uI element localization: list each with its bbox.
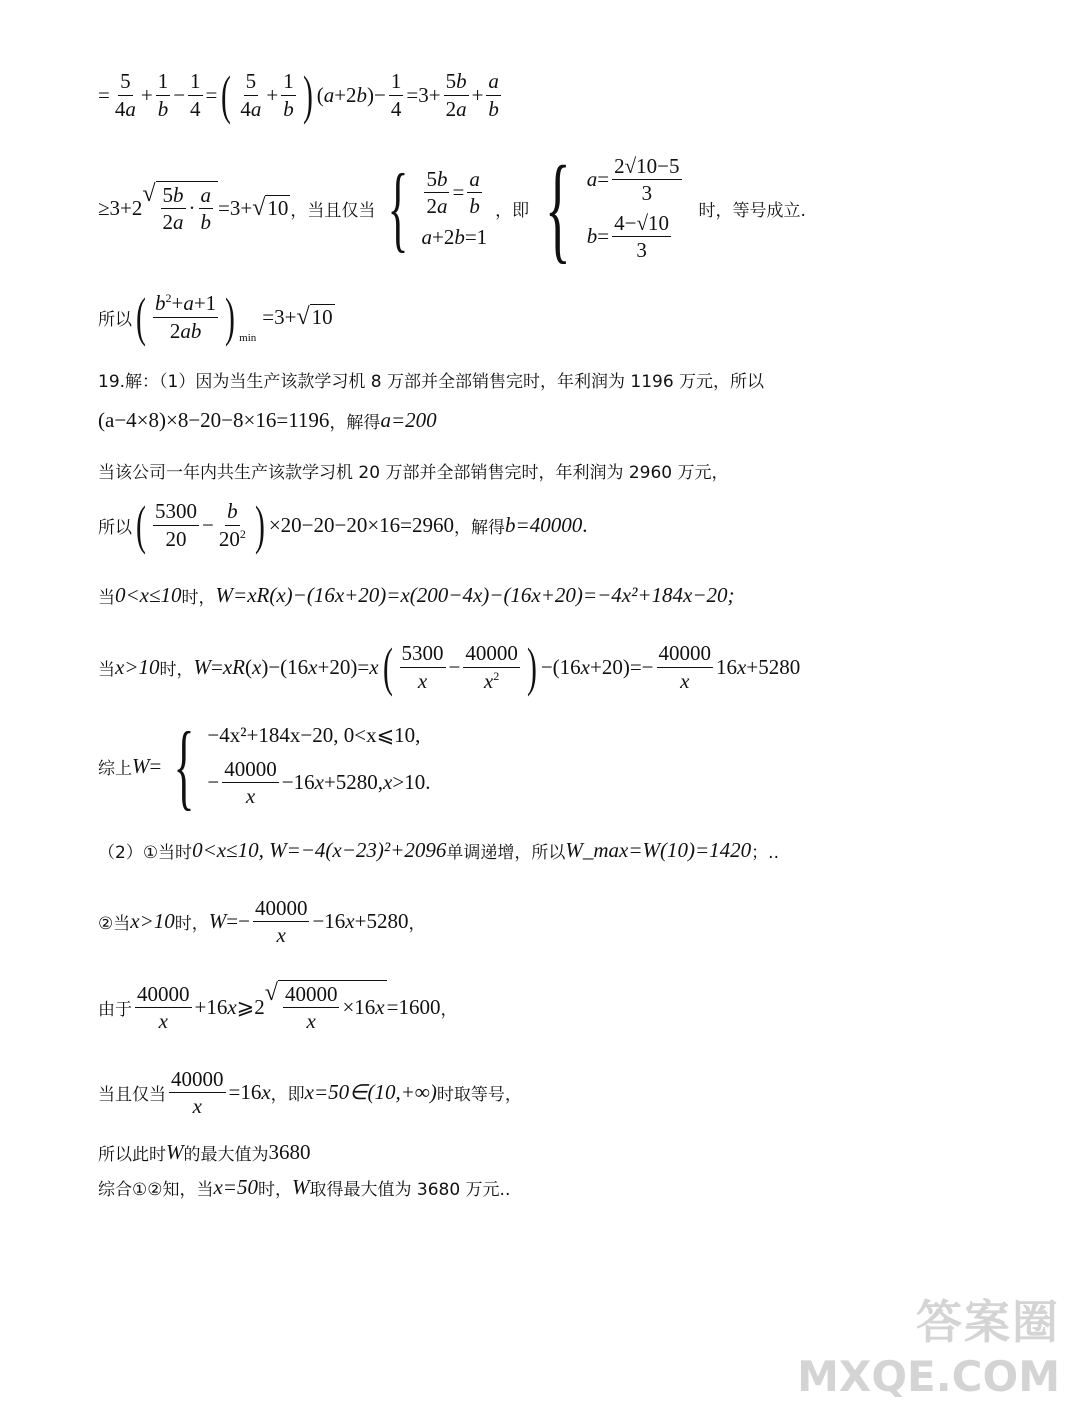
q19-eq2-text2: ，解得 [454,517,506,538]
q19-eq2-result: b=40000 [505,512,583,537]
q19-eq4-text: 当 [98,659,115,680]
q19-p2b-cond: x>10 [130,909,175,934]
q19-eq3-math: W=xR(x)−(16x+20)=x(200−4x)−(16x+20)=−4x²+184x−20; [215,583,735,607]
q19-p2b-text: ②当 [98,914,131,935]
q19-eq5-case1: −4x²+184x−20, 0<x⩽10, [207,722,421,747]
q19-p2f-math2: W [291,1175,310,1199]
q19-eq3-line [98,583,735,608]
q19-p2d-text2: ，即 [270,1085,305,1106]
q19-p2e-math: W [166,1140,184,1164]
eq2-end: 时，等号成立. [698,200,806,221]
q19-eq3-cond: 0<x≤10 [115,583,182,607]
q19-p2b-text2: 时， [174,914,209,935]
eq2-ie: ，即 [495,200,530,221]
q19-eq1-text: ，解得 [329,413,381,433]
q19-eq5-line: 综上 W= { −4x²+184x−20, 0<x⩽10, − $\frac{40000}{x}$ −16 x +5280, x >10. [98,712,431,819]
q19-p2d-text: 当且仅当 [98,1085,166,1106]
q19-eq5-text: 综上 [98,758,132,779]
q19-p2c-text: 由于 [98,999,132,1020]
watermark-line2: MXQE.COM [797,1352,1060,1401]
q19-intro: 19.解：（1）因为当生产该款学习机 8 万部并全部销售完时，年利润为 1196 万元，所以 [98,372,765,392]
q19-eq2-line: 所以 ( $\frac{5300}{20}$ − $\frac{b}{20^2}$ ) ×20−20−20×16=2960 ，解得 b=40000 . [98,495,588,555]
q19-p2e-text2: 的最大值为 [183,1145,269,1165]
q19-p2e-line [98,1140,311,1165]
eq2-line: ≥3+2 √ $\frac{5b}{2a}$ · $\frac{a}{b}$ =3+ √ 10 ，当且仅当 { $\frac{5b}{2a}$ = $\frac{a}{b}$ a +2 b =1 ，即 { a = $\frac{2√10-5}{3}$ b = $\frac{4-√10}{3}$ 时，等号成立. [98,141,806,274]
eq2-when: ，当且仅当 [290,200,376,221]
q19-p2e-value: 3680 [268,1140,311,1164]
q19-p2-line [98,838,779,863]
q19-p2f-math: x=50 [213,1175,258,1199]
q19-eq4-cond: x>10 [115,654,160,679]
q19-p2d-line: 当且仅当 $\frac{40000}{x}$ =16x ，即 x=50∈(10,+∞) 时取等号， [98,1067,522,1119]
q19-eq1-math: (a−4×8)×8−20−8×16=1196 [98,408,330,432]
eq3-line: 所以 ( $\frac{b^2+a+1}{2ab}$ ) $_{min}$ =3+ √ 10 [98,287,333,347]
eq3-text: 所以 [98,309,132,330]
q19-p2-end: ；.. [751,843,779,863]
q19-eq3-text2: 时， [181,588,216,608]
q19-p2f-text3: 取得最大值为 3680 万元.. [309,1180,511,1200]
q19-eq4-text2: 时， [159,659,194,680]
q19-eq1-line [98,408,437,433]
q19-p2-math2: W_max=W(10)=1420 [565,838,752,862]
eq1-line: = $\frac{5}{4a}$ + $\frac{1}{b}$ − $\frac{1}{4}$ = ( $\frac{5}{4a}$ + $\frac{1}{b}$ ) (a+2b)− $\frac{1}{4}$ =3+ $\frac{5b}{2a}$ + $\frac{a}{b}$ [98,65,499,125]
q19-eq3-text: 当 [98,588,115,608]
q19-eq2-text: 所以 [98,517,132,538]
q19-p2-text: （2）①当时 [98,843,193,863]
q19-p2d-text3: 时取等号， [436,1085,522,1106]
q19-p2d-math2: x=50∈(10,+∞) [304,1080,437,1105]
q19-p2b-line: ②当 x>10 时， W=− $\frac{40000}{x}$ −16x+5280 ， [98,896,426,948]
q19-p2c-end: ， [440,999,458,1020]
q19-p2f-text: 综合①②知，当 [98,1180,214,1200]
q19-eq1-result: a=200 [380,408,437,432]
watermark-line1: 答案圈 [916,1295,1060,1349]
q19-p2b-end: ， [408,914,426,935]
q19-p2c-line: 由于 $\frac{40000}{x}$ +16x⩾2 √ $\frac{40000}{x}$ ×16 x =1600 ， [98,980,458,1034]
q19-text2: 当该公司一年内共生产该款学习机 20 万部并全部销售完时，年利润为 2960 万元， [98,463,729,483]
q19-p2f-line [98,1175,510,1200]
watermark [797,1286,1060,1401]
q19-p2-text2: 单调递增，所以 [446,843,566,863]
q19-eq4-line: 当 x>10 时， W=xR(x)−(16x+20)=x ( $\frac{5300}{x}$ − $\frac{40000}{x^2}$ ) −(16x+20)=− $\frac{40000}{x}$ 16x+5280 [98,637,801,697]
q19-p2f-text2: 时， [257,1180,292,1200]
q19-p2-math: 0<x≤10, W=−4(x−23)²+2096 [192,838,447,862]
q19-eq2-end: . [582,512,588,537]
q19-p2e-text: 所以此时 [98,1145,166,1165]
